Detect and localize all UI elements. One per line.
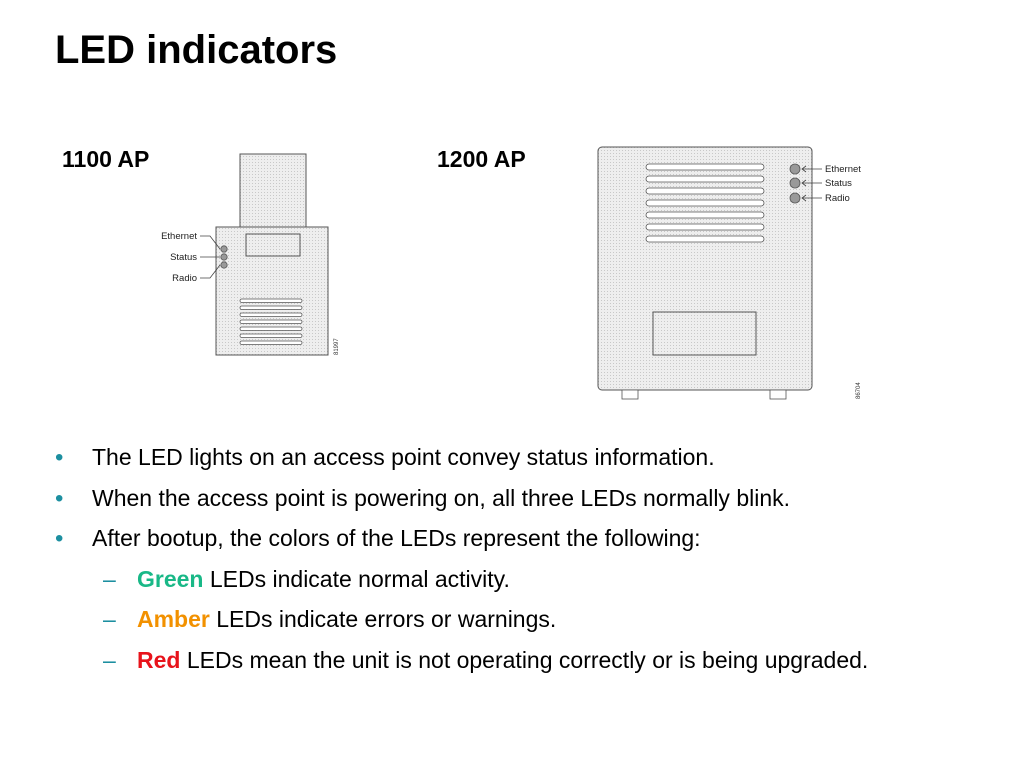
bullet-text: The LED lights on an access point convey status information. — [92, 444, 715, 470]
ap-1200-ethernet-led — [790, 164, 800, 174]
ap-1200-vents — [646, 164, 764, 242]
ap-1200-status-led — [790, 178, 800, 188]
bullet-item — [55, 485, 995, 513]
bullet-item — [55, 444, 995, 472]
ap-1100-figure — [150, 150, 350, 365]
ap-1200-diagram — [592, 144, 872, 402]
ap-1100-radio-led — [221, 262, 227, 268]
ap-1100-ethernet-led — [221, 246, 227, 252]
amber-keyword: Amber — [137, 606, 210, 633]
ap-1200-status-label: Status — [825, 178, 852, 189]
slide-title: LED indicators — [55, 28, 338, 72]
sub-bullet-text: LEDs mean the unit is not operating correctly or is being upgraded. — [180, 646, 869, 673]
bullet-dot-icon: • — [55, 444, 64, 471]
ap-1200-radio-label: Radio — [825, 193, 850, 204]
ap-1200-label: 1200 AP — [437, 146, 526, 172]
bullet-dot-icon: • — [55, 525, 64, 553]
green-keyword: Green — [137, 565, 204, 592]
ap-1200-window — [653, 312, 756, 355]
dash-icon: – — [103, 606, 116, 633]
ap-1100-label: 1100 AP — [62, 146, 150, 172]
bullet-item — [55, 525, 995, 553]
ap-1200-radio-led — [790, 193, 800, 203]
red-keyword: Red — [137, 646, 181, 673]
ap-1200-figure — [592, 144, 872, 402]
bullet-dot-icon: • — [55, 484, 64, 512]
ap-1100-diagram — [150, 150, 350, 365]
sub-bullet-item — [55, 606, 995, 634]
ap-1200-figure-id: 86704 — [856, 382, 862, 399]
ap-1200-foot-right — [770, 390, 786, 399]
dash-icon: – — [103, 646, 116, 673]
bullet-list — [55, 444, 995, 688]
ap-1100-ethernet-label: Ethernet — [161, 231, 197, 242]
sub-bullet-item — [55, 566, 995, 594]
ap-1100-status-led — [221, 254, 227, 260]
ap-1100-antenna — [240, 154, 306, 230]
ap-1200-foot-left — [622, 390, 638, 399]
bullet-text: When the access point is powering on, all three LEDs normally blink. — [92, 484, 791, 511]
ap-1100-vents — [240, 299, 302, 345]
ap-1100-figure-id: 81997 — [334, 338, 340, 355]
ap-1200-ethernet-label: Ethernet — [825, 164, 861, 175]
ap-1100-status-label: Status — [170, 252, 197, 263]
sub-bullet-text: LEDs indicate normal activity. — [203, 565, 510, 592]
ap-1100-radio-label: Radio — [172, 273, 197, 284]
ap-1100-window — [246, 234, 300, 256]
sub-bullet-text: LEDs indicate errors or warnings. — [209, 606, 557, 633]
dash-icon: – — [103, 565, 116, 592]
sub-bullet-item — [55, 647, 995, 675]
bullet-text: After bootup, the colors of the LEDs represent the following: — [92, 525, 701, 552]
